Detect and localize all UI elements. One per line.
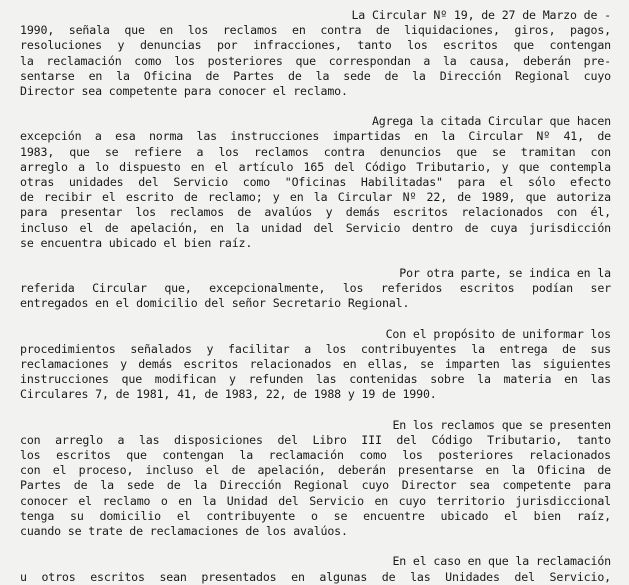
- paragraph-2: [20, 114, 611, 251]
- paragraph-1-line-6: Director sea competente para conocer el reclamo.: [20, 84, 348, 99]
- paragraph-3-line-2: referida Circular que, excepcionalmente, los referidos escritos podían ser: [20, 281, 611, 296]
- paragraph-4: [20, 327, 611, 403]
- paragraph-5-line-6: conocer el reclamo o en la Unidad del Servicio en cuyo territorio jurisdiccional: [20, 493, 611, 508]
- paragraph-4-line-2: procedimientos señalados y facilitar a los contribuyentes la entrega de sus: [20, 341, 611, 356]
- paragraph-3-line-3: entregados en el domicilio del señor Secretario Regional.: [20, 296, 410, 311]
- paragraph-1: [20, 8, 611, 99]
- paragraph-5-line-8: cuando se trate de reclamaciones de los avalúos.: [20, 524, 348, 539]
- paragraph-5-line-2: con arreglo a las disposiciones del Libro III del Código Tributario, tanto: [20, 432, 611, 447]
- paragraph-2-line-2: excepción a esa norma las instrucciones impartidas en la Circular Nº 41, de: [20, 129, 611, 144]
- paragraph-4-line-5: Circulares 7, de 1981, 41, de 1983, 22, de 1988 y 19 de 1990.: [20, 387, 437, 402]
- paragraph-2-line-1: Agrega la citada Circular que hacen: [371, 114, 611, 129]
- paragraph-3: [20, 266, 611, 312]
- paragraph-1-line-3: resoluciones y denuncias por infracciones, tanto los escritos que contengan: [20, 38, 611, 53]
- paragraph-2-line-6: de recibir el escrito de reclamo; y en la Circular Nº 22, de 1989, que autoriza: [20, 190, 611, 205]
- paragraph-1-line-4: la reclamación como los posteriores que correspondan a la causa, deberán pre-: [20, 53, 611, 68]
- paragraph-6-line-2: u otros escritos sean presentados en algunas de las Unidades del Servicio,: [20, 569, 611, 584]
- paragraph-4-line-3: reclamaciones y demás escritos relacionados en ellas, se imparten las siguientes: [20, 357, 611, 372]
- paragraph-6-line-1: En el caso en que la reclamación: [392, 554, 611, 569]
- paragraph-5: [20, 418, 611, 540]
- paragraph-2-line-8: incluso el de apelación, en la unidad del Servicio dentro de cuya jurisdicción: [20, 220, 611, 235]
- paragraph-5-line-4: con el proceso, incluso el de apelación, deberán presentarse en la Oficina de: [20, 463, 611, 478]
- paragraph-5-line-1: En los reclamos que se presenten: [392, 417, 611, 432]
- paragraph-1-line-1: La Circular Nº 19, de 27 de Marzo de -: [351, 8, 611, 22]
- paragraph-4-line-1: Con el propósito de uniformar los: [385, 326, 611, 341]
- paragraph-2-line-5: otras unidades del Servicio como "Oficinas Habilitadas" para el sólo efecto: [20, 175, 611, 190]
- paragraph-4-line-4: instrucciones que modifican y refunden las contenidas sobre la materia en las: [20, 372, 611, 387]
- paragraph-2-line-3: 1983, que se refiere a los reclamos contra denuncios que se tramitan con: [20, 144, 611, 159]
- paragraph-5-line-7: tenga su domicilio el contribuyente o se encuentre ubicado el bien raíz,: [20, 508, 611, 523]
- paragraph-1-line-5: sentarse en la Oficina de Partes de la sede de la Dirección Regional cuyo: [20, 68, 611, 83]
- paragraph-5-line-3: los escritos que contengan la reclamación como los posteriores relacionados: [20, 448, 611, 463]
- paragraph-3-line-1: Por otra parte, se indica en la: [399, 266, 611, 281]
- paragraph-5-line-5: Partes de la sede de la Dirección Regional cuyo Director sea competente para: [20, 478, 611, 493]
- paragraph-2-line-4: arreglo a lo dispuesto en el artículo 165 del Código Tributario, y que contempla: [20, 159, 611, 174]
- paragraph-2-line-7: para presentar los reclamos de avalúos y demás escritos relacionados con él,: [20, 205, 611, 220]
- paragraph-1-line-2: 1990, señala que en los reclamos en contra de liquidaciones, giros, pagos,: [20, 23, 611, 38]
- paragraph-2-line-9: se encuentra ubicado el bien raíz.: [20, 235, 253, 250]
